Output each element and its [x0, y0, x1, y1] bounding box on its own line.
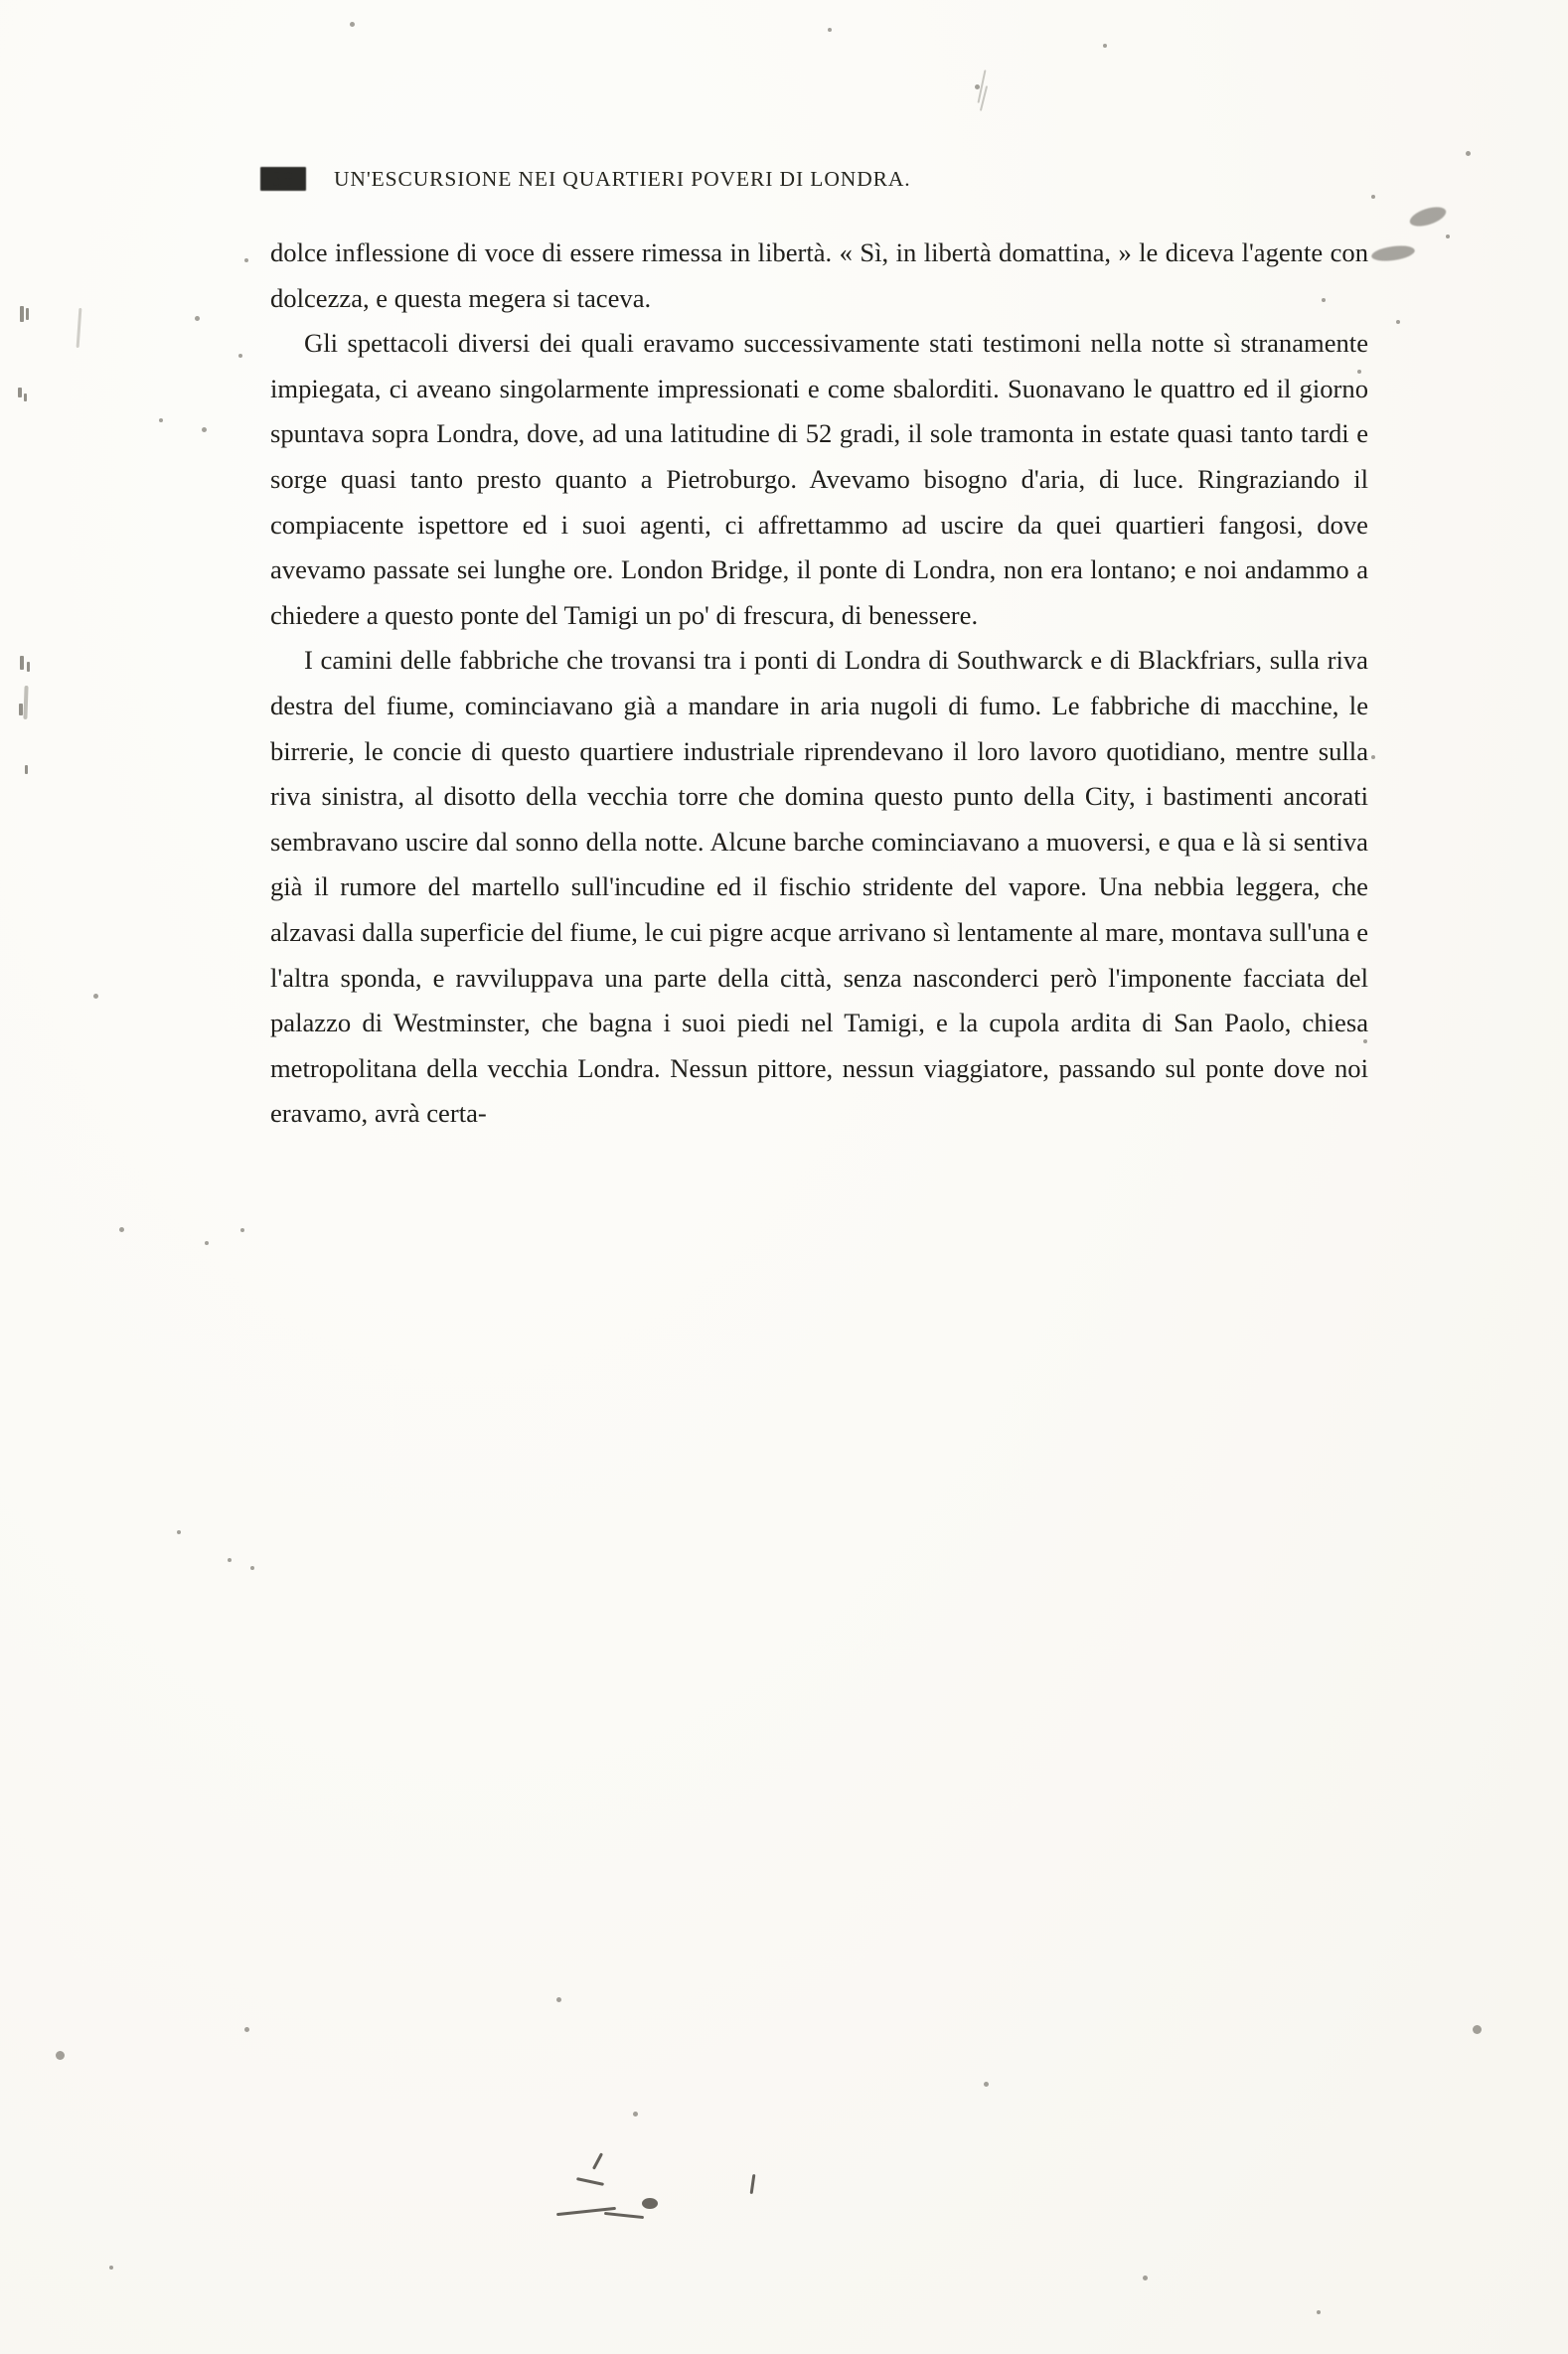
paragraph-3: I camini delle fabbriche che trovansi tra i ponti di Londra di Southwarck e di Blackfriars, sulla riva destra del fiume, cominciavano già a mandare in aria nugoli di fumo. Le fabbriche di macchine, le birrerie, le concie di questo quartiere industriale riprendevano il loro lavoro quotidiano, mentre sulla riva sinistra, al disotto della vecchia torre che domina questo punto della City, i bastimenti ancorati sembravano uscire dal sonno della notte. Alcune barche cominciavano a muoversi, e qua e là si sentiva già il rumore del martello sull'incudine ed il fischio stridente del vapore. Una nebbia leggera, che alzavasi dalla superficie del fiume, le cui pigre acque arrivano sì lentamente al mare, montava sull'una e l'altra sponda, e ravviluppava una parte della città, senza nasconderci però l'imponente facciata del palazzo di Westminster, che bagna i suoi piedi nel Tamigi, e la cupola ardita di San Paolo, chiesa metropolitana della vecchia Londra. Nessun pittore, nessun viaggiatore, passando sul ponte dove noi eravamo, avrà certa- [270, 645, 1369, 1129]
paragraph-1: dolce inflessione di voce di essere rimessa in libertà. « Sì, in libertà domattina, » le diceva l'agente con dolcezza, e questa megera si taceva. [270, 237, 1368, 313]
body-text-column [270, 231, 1368, 1137]
edge-speckle-cluster [18, 298, 38, 855]
running-head [260, 167, 1314, 192]
page-folio-number: 38 [260, 167, 306, 191]
bottom-pen-mark [556, 2136, 775, 2226]
running-head-title: UN'ESCURSIONE NEI QUARTIERI POVERI DI LONDRA. [334, 167, 911, 191]
paragraph-2: Gli spettacoli diversi dei quali eravamo successivamente stati testimoni nella notte sì stranamente impiegata, ci aveano singolarmente impressionati e come sbalorditi. Suonavano le quattro ed il giorno spuntava sopra Londra, dove, ad una latitudine di 52 gradi, il sole tramonta in estate quasi tanto tardi e sorge quasi tanto presto quanto a Pietroburgo. Avevamo bisogno d'aria, di luce. Ringraziando il compiacente ispettore ed i suoi agenti, ci affrettammo ad uscire da quei quartieri fangosi, dove avevamo passate sei lunghe ore. London Bridge, il ponte di Londra, non era lontano; e noi andammo a chiedere a questo ponte del Tamigi un po' di frescura, di benessere. [270, 328, 1368, 630]
